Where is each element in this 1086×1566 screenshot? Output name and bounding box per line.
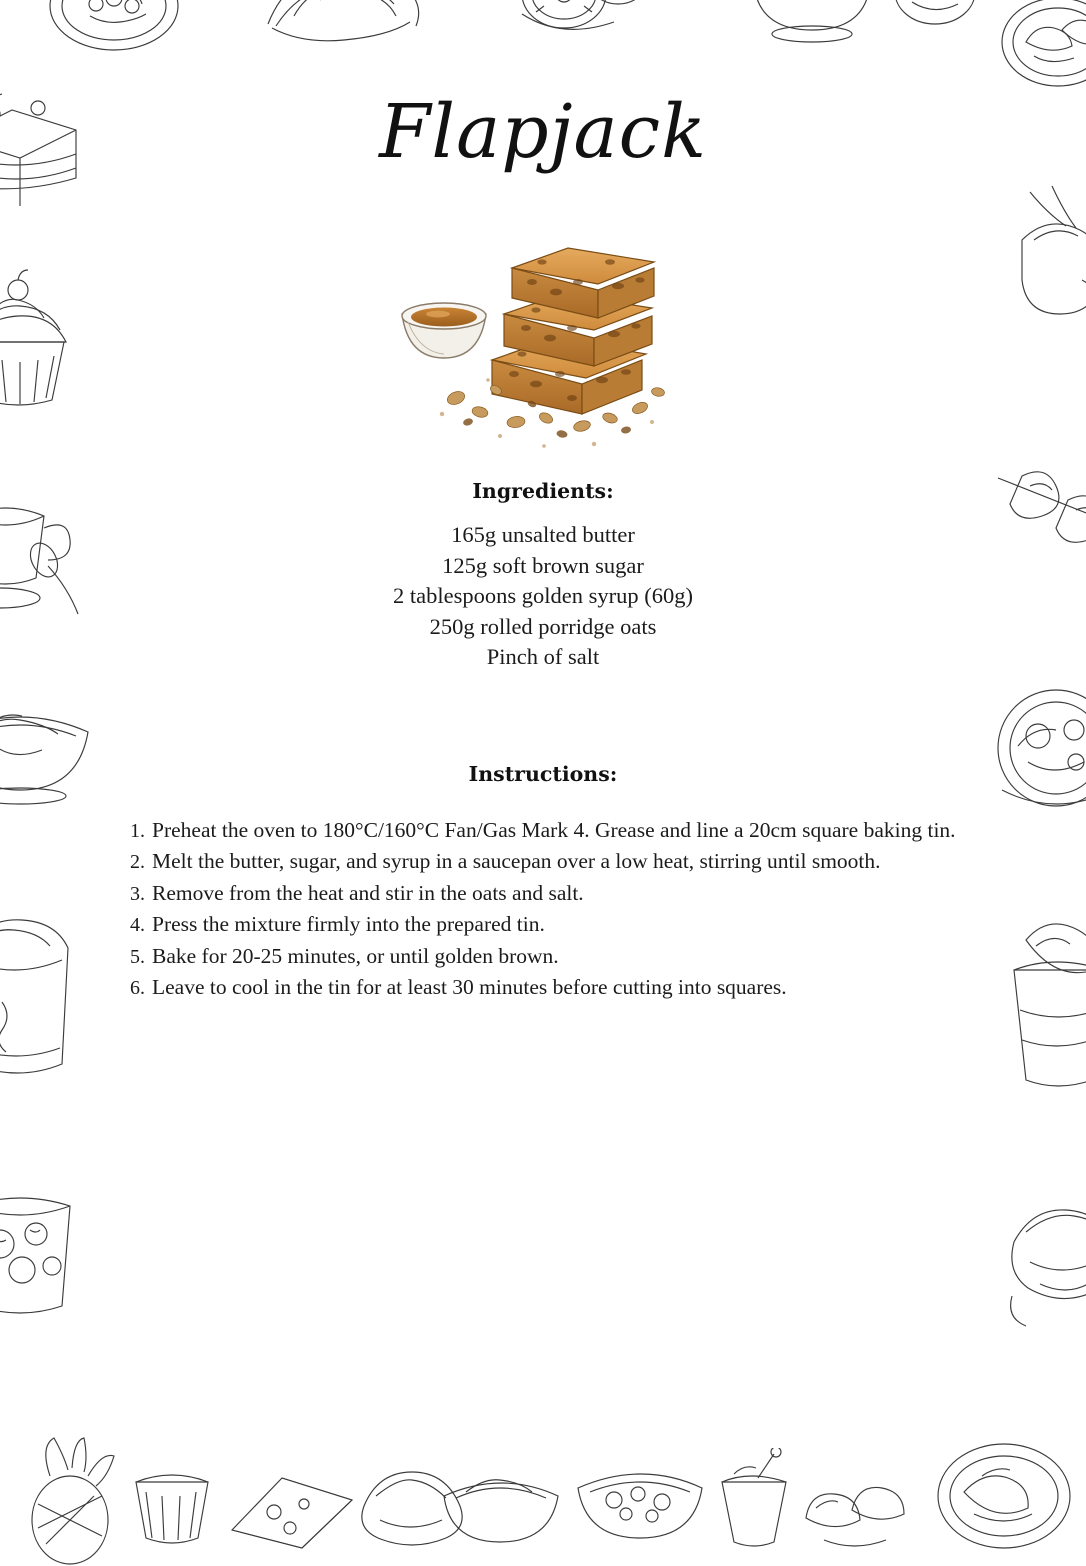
ingredients-list <box>0 520 1086 673</box>
page-title: Flapjack <box>379 89 707 175</box>
instruction-step: 2. Melt the butter, sugar, and syrup in a saucepan over a low heat, stirring until smooth. <box>150 846 960 876</box>
instructions-heading: Instructions: <box>468 762 618 786</box>
ingredient-item: 165g unsalted butter <box>451 522 635 547</box>
instruction-step: 6. Leave to cool in the tin for at least 30 minutes before cutting into squares. <box>150 972 960 1002</box>
ingredient-item: 125g soft brown sugar <box>442 552 644 578</box>
instruction-step: 1. Preheat the oven to 180°C/160°C Fan/Gas Mark 4. Grease and line a 20cm square baking tin. <box>150 815 960 845</box>
instruction-step: 4. Press the mixture firmly into the prepared tin. <box>150 909 960 939</box>
instruction-step: 3. Remove from the heat and stir in the oats and salt. <box>150 878 960 908</box>
ingredient-item: Pinch of salt <box>486 644 600 670</box>
ingredient-item: 250g rolled porridge oats <box>429 613 657 639</box>
ingredient-item: 2 tablespoons golden syrup (60g) <box>393 583 693 609</box>
instructions-list <box>128 815 960 1003</box>
ingredients-heading: Ingredients: <box>472 479 614 503</box>
flapjack-hero-illustration <box>396 222 692 468</box>
instruction-step: 5. Bake for 20-25 minutes, or until golden brown. <box>150 941 960 971</box>
